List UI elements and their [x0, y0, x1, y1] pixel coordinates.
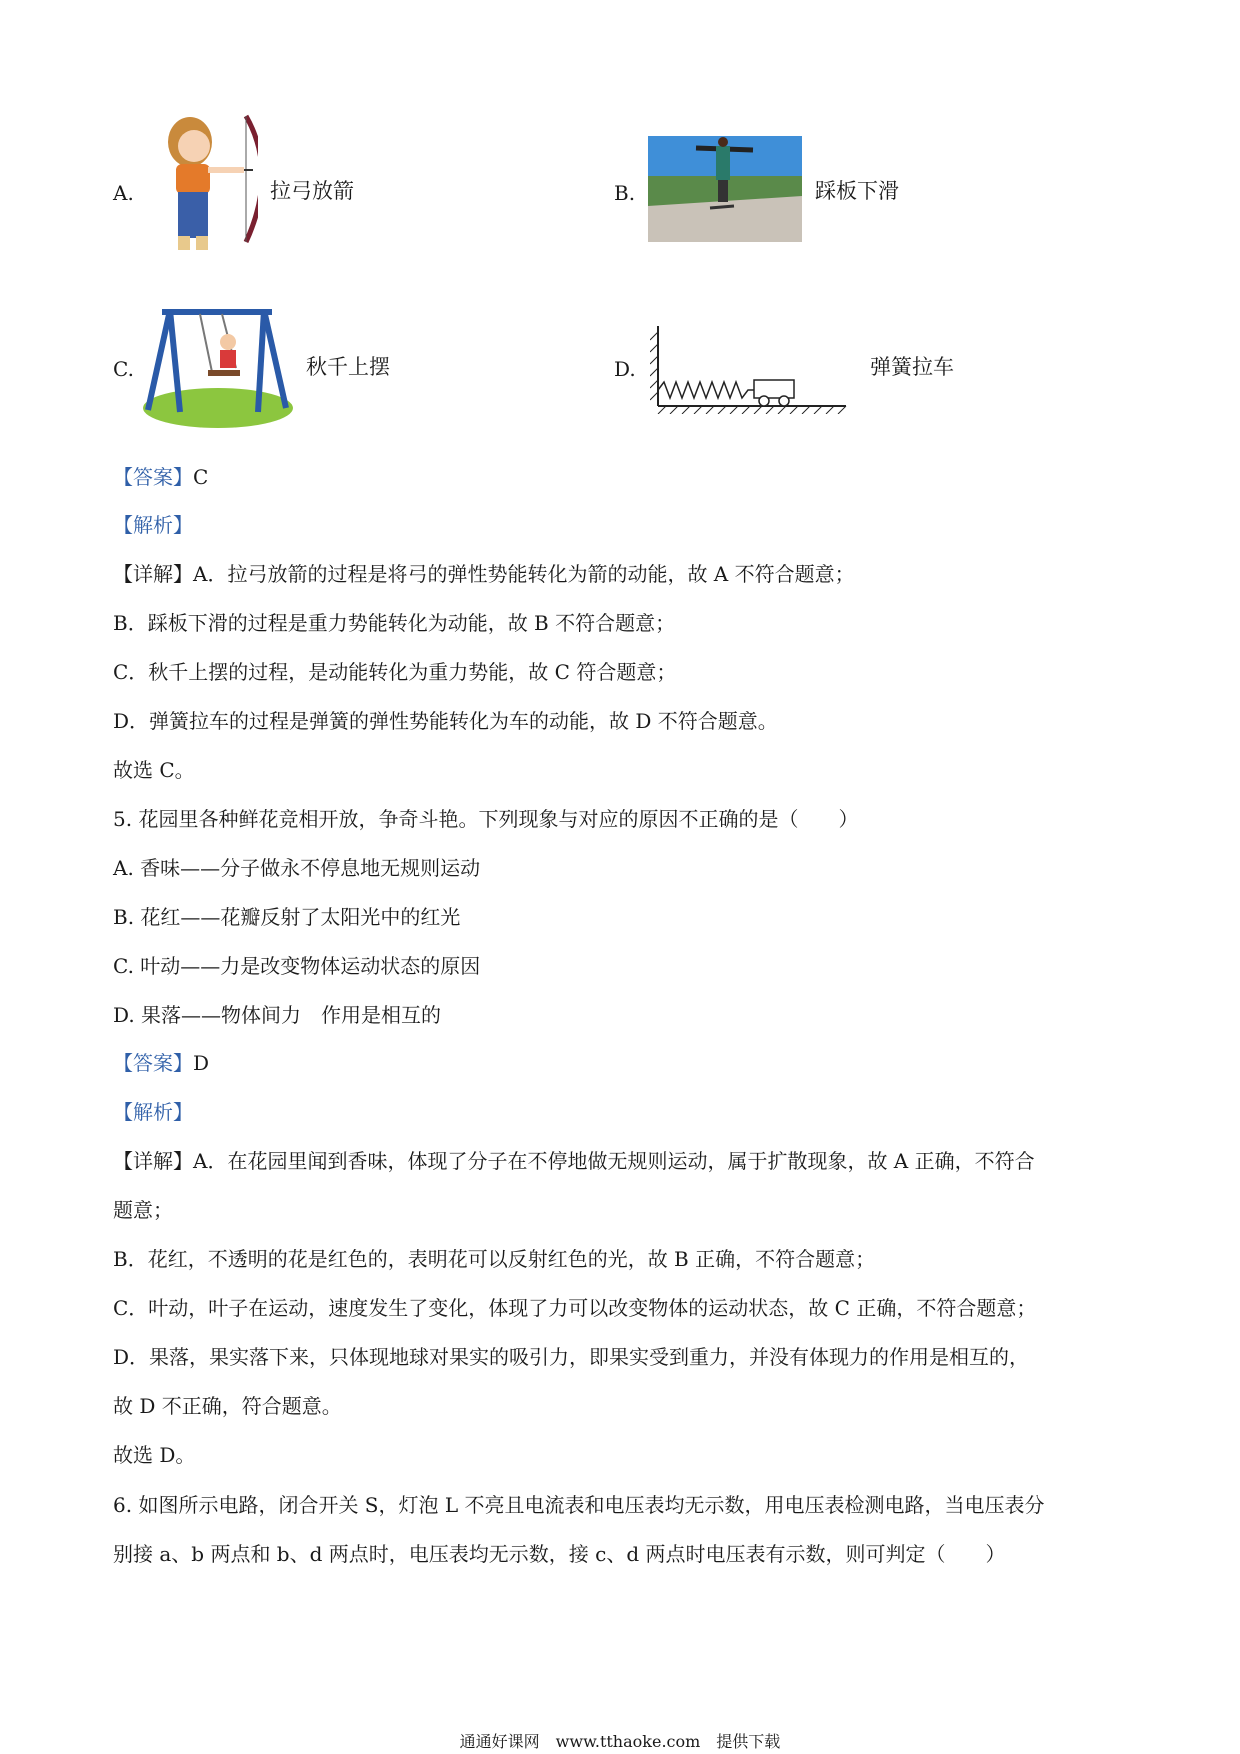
q5-choice-c: C. 叶动——力是改变物体运动状态的原因 — [113, 954, 481, 978]
q5-choice-d: D. 果落——物体间力 作用是相互的 — [113, 1003, 442, 1027]
detail-text: A．在花园里闻到香味，体现了分子在不停地做无规则运动，属于扩散现象，故 A 正确，不符合 — [193, 1149, 1035, 1173]
q4-analysis-tag: 【解析】 — [113, 513, 193, 537]
option-c-caption: 秋千上摆 — [306, 355, 390, 379]
q5-analysis-tag: 【解析】 — [113, 1100, 193, 1124]
option-d-caption: 弹簧拉车 — [870, 355, 954, 379]
skateboarder-icon — [648, 136, 802, 242]
detail-text: A．拉弓放箭的过程是将弓的弹性势能转化为箭的动能，故 A 不符合题意； — [193, 562, 855, 586]
archer-girl-icon — [148, 112, 258, 262]
q5-detail-line: D．果落，果实落下来，只体现地球对果实的吸引力，即果实受到重力，并没有体现力的作用是相互的， — [113, 1345, 1030, 1369]
option-d-letter: D. — [614, 357, 636, 381]
q5-conclusion: 故选 D。 — [113, 1443, 196, 1467]
q6-stem-line: 别接 a、b 两点和 b、d 两点时，电压表均无示数，接 c、d 两点时电压表有示数，则可判定（ ） — [113, 1542, 1006, 1566]
detail-tag: 【详解】 — [113, 562, 193, 586]
q4-detail-line: D．弹簧拉车的过程是弹簧的弹性势能转化为车的动能，故 D 不符合题意。 — [113, 709, 778, 733]
q4-answer — [113, 464, 208, 490]
answer-value: C — [193, 465, 209, 489]
q5-stem: 5. 花园里各种鲜花竞相开放，争奇斗艳。下列现象与对应的原因不正确的是（ ） — [113, 807, 859, 831]
q5-detail-line: 故 D 不正确，符合题意。 — [113, 1394, 342, 1418]
q4-conclusion: 故选 C。 — [113, 758, 195, 782]
q4-detail-line: B．踩板下滑的过程是重力势能转化为动能，故 B 不符合题意； — [113, 611, 676, 635]
page-footer: 通通好课网 www.tthaoke.com 提供下载 — [459, 1732, 781, 1751]
answer-tag: 【答案】 — [113, 1051, 193, 1075]
option-b-letter: B. — [614, 181, 636, 205]
option-a-letter: A. — [113, 181, 134, 205]
answer-tag: 【答案】 — [113, 465, 193, 489]
q5-detail-line: 题意； — [113, 1198, 173, 1222]
q5-choice-b: B. 花红——花瓣反射了太阳光中的红光 — [113, 905, 461, 929]
spring-cart-diagram — [650, 322, 850, 414]
q5-detail-line — [113, 1148, 1035, 1174]
q4-detail-line: C．秋千上摆的过程，是动能转化为重力势能，故 C 符合题意； — [113, 660, 677, 684]
option-b-caption: 踩板下滑 — [815, 179, 899, 203]
q6-stem-line: 6. 如图所示电路，闭合开关 S，灯泡 L 不亮且电流表和电压表均无示数，用电压表检测电路，当电压表分 — [113, 1493, 1045, 1517]
answer-value: D — [193, 1051, 210, 1075]
q5-answer — [113, 1050, 209, 1076]
q4-detail-line — [113, 561, 855, 587]
q5-detail-line: B．花红，不透明的花是红色的，表明花可以反射红色的光，故 B 正确，不符合题意； — [113, 1247, 876, 1271]
q5-choice-a: A. 香味——分子做永不停息地无规则运动 — [113, 856, 481, 880]
swing-icon — [140, 300, 295, 430]
option-c-letter: C. — [113, 357, 134, 381]
detail-tag: 【详解】 — [113, 1149, 193, 1173]
q5-detail-line: C．叶动，叶子在运动，速度发生了变化，体现了力可以改变物体的运动状态，故 C 正确，不符合题意； — [113, 1296, 1037, 1320]
option-a-caption: 拉弓放箭 — [270, 179, 354, 203]
